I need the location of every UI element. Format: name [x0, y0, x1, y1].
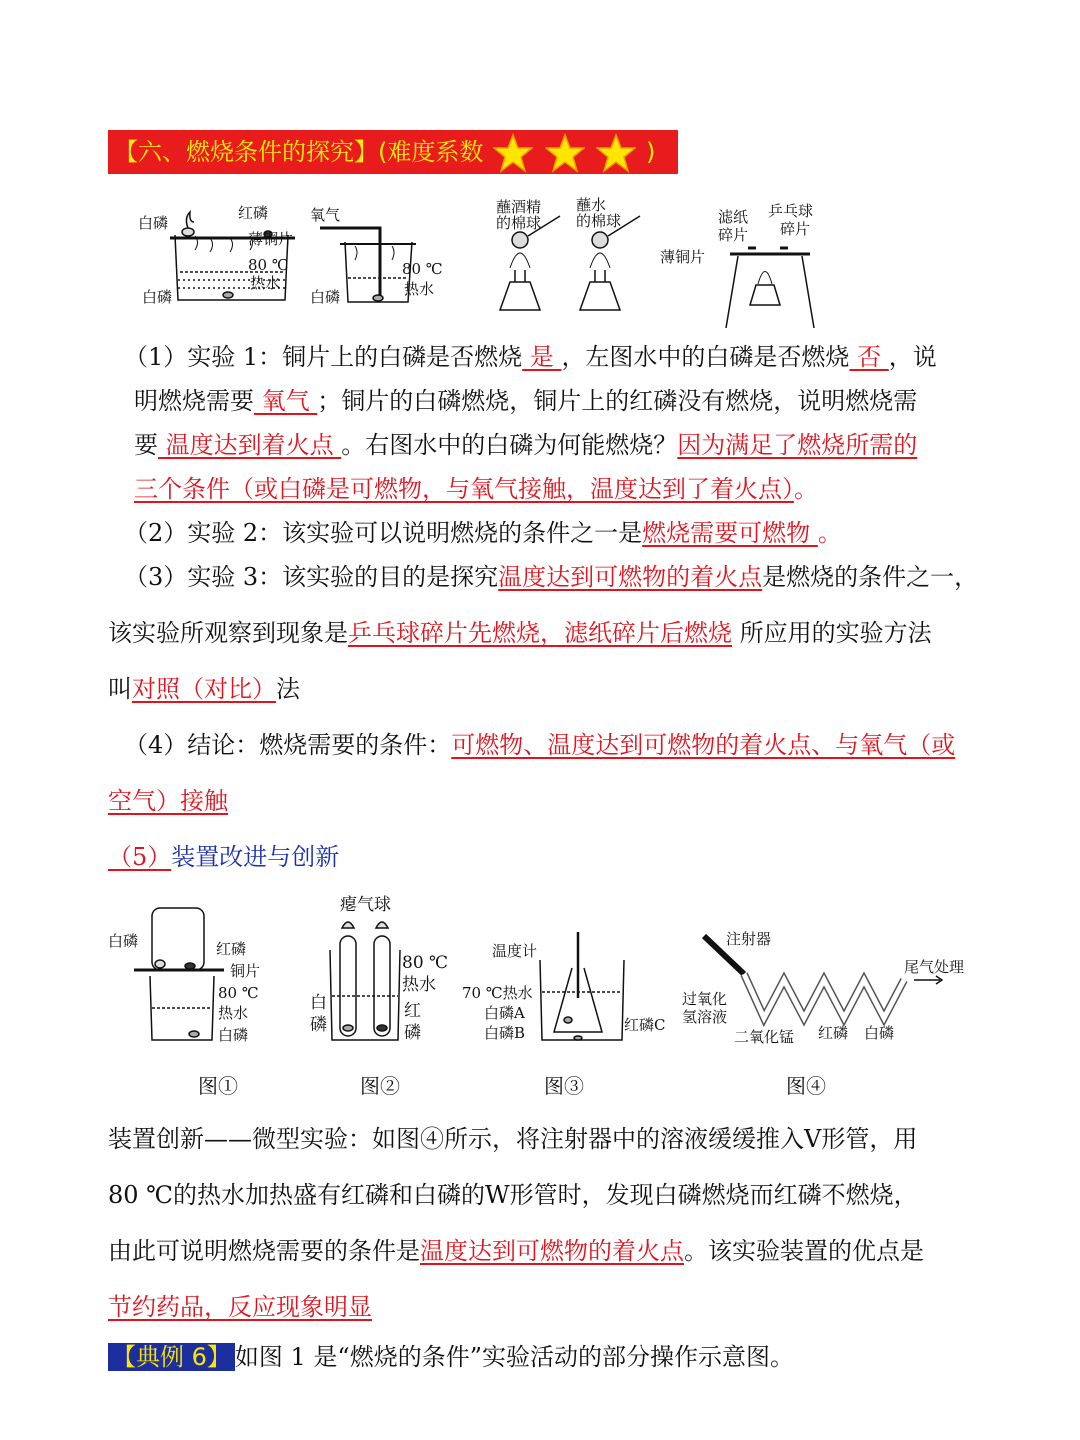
caption-fig2: 图②	[360, 1074, 400, 1098]
q1-line3: 要 温度达到着火点 。右图水中的白磷为何能燃烧？因为满足了燃烧所需的	[134, 431, 918, 459]
label: 的棉球	[496, 214, 542, 232]
q4-line2	[108, 786, 228, 816]
label: 磷	[404, 1023, 421, 1043]
q5-title: 装置改进与创新	[171, 843, 340, 871]
innovation-line3: 由此可说明燃烧需要的条件是温度达到可燃物的着火点。该实验装置的优点是	[108, 1237, 924, 1265]
label: 温度计	[492, 942, 538, 960]
label: 热水	[250, 274, 281, 292]
label: 白磷	[310, 288, 341, 306]
star-icon	[493, 133, 533, 173]
answer: 否	[849, 343, 889, 371]
label: 白磷	[864, 1024, 895, 1042]
label: 二氧化锰	[734, 1028, 795, 1046]
label: 白	[310, 993, 327, 1013]
q1-line1: （1）实验 1：铜片上的白磷是否燃烧 是 ，左图水中的白磷是否燃烧 否 ，说	[124, 343, 937, 371]
star-icon	[596, 133, 636, 173]
answer: 氧气	[254, 387, 318, 415]
label: 尾气处理	[904, 958, 965, 976]
label: 滤纸	[718, 208, 749, 226]
innovation-line2: 80 ℃的热水加热盛有红磷和白磷的W形管时，发现白磷燃烧而红磷不燃烧，	[108, 1181, 918, 1209]
label: 薄铜片	[248, 230, 294, 248]
q1-line4: 三个条件（或白磷是可燃物，与氧气接触，温度达到了着火点）。	[134, 475, 818, 503]
label: 80 ℃	[402, 260, 443, 278]
example-line	[108, 1342, 794, 1372]
answer: 燃烧需要可燃物	[642, 519, 818, 547]
label: 白磷B	[484, 1024, 526, 1042]
answer: 温度达到可燃物的着火点	[498, 563, 763, 591]
answer: 因为满足了燃烧所需的	[677, 431, 918, 459]
answer: 是	[522, 343, 562, 371]
label: 蘸水	[576, 196, 607, 214]
answer: 对照（对比）	[132, 675, 276, 703]
label: 白磷	[218, 1026, 249, 1044]
label: 注射器	[726, 930, 772, 948]
experiment-figure-top	[120, 190, 830, 330]
label: 红磷C	[624, 1016, 666, 1034]
star-icon	[545, 133, 585, 173]
label: 薄铜片	[660, 248, 706, 266]
answer: 空气）接触	[108, 787, 228, 815]
label: 热水	[218, 1004, 249, 1022]
q2-line: （2）实验 2：该实验可以说明燃烧的条件之一是燃烧需要可燃物 。	[124, 519, 842, 547]
answer: 乒乓球碎片先燃烧，滤纸碎片后燃烧	[348, 619, 732, 647]
q3-line2: 该实验所观察到现象是乒乓球碎片先燃烧，滤纸碎片后燃烧 所应用的实验方法	[108, 619, 932, 647]
experiment-figure-bottom	[104, 888, 984, 1048]
label: 氧气	[310, 206, 341, 224]
caption-fig3: 图③	[544, 1074, 584, 1098]
q5-number: （5）	[108, 843, 172, 871]
label: 红磷	[238, 204, 269, 222]
section-banner	[108, 130, 678, 174]
label: 热水	[404, 280, 435, 298]
caption-fig1: 图①	[198, 1074, 238, 1098]
banner-close: )	[645, 138, 656, 166]
caption-fig4: 图④	[786, 1074, 826, 1098]
label: 红磷	[818, 1024, 849, 1042]
label: 80 ℃	[218, 984, 259, 1002]
label: 过氧化	[682, 990, 728, 1008]
label: 碎片	[718, 226, 749, 244]
innovation-line1: 装置创新——微型实验：如图④所示，将注射器中的溶液缓缓推入V形管，用	[108, 1125, 918, 1153]
label: 的棉球	[576, 212, 622, 230]
example-text: 如图 1 是“燃烧的条件”实验活动的部分操作示意图。	[234, 1343, 794, 1371]
answer: 可燃物、温度达到可燃物的着火点、与氧气（或	[451, 731, 956, 759]
label: 红磷	[216, 940, 247, 958]
label: 氢溶液	[682, 1008, 728, 1026]
answer: 温度达到着火点	[158, 431, 342, 459]
example-tag: 【典例 6】	[108, 1343, 235, 1371]
q4-line1: （4）结论：燃烧需要的条件：可燃物、温度达到可燃物的着火点、与氧气（或	[124, 731, 956, 759]
label: 80 ℃	[248, 256, 289, 274]
answer: 三个条件（或白磷是可燃物，与氧气接触，温度达到了着火点）	[134, 475, 794, 503]
innovation-line4	[108, 1292, 372, 1322]
q3-line1: （3）实验 3：该实验的目的是探究温度达到可燃物的着火点是燃烧的条件之一，	[124, 563, 979, 591]
label: 热水	[402, 975, 436, 995]
answer: 节约药品，反应现象明显	[108, 1293, 372, 1321]
q5-heading	[108, 842, 339, 872]
label: 铜片	[230, 962, 261, 980]
label: 乒乓球	[768, 202, 814, 220]
label: 红	[404, 1001, 421, 1021]
label: 瘪气球	[340, 895, 391, 915]
label: 白磷	[108, 932, 139, 950]
label: 80 ℃	[402, 953, 449, 973]
label: 70 ℃热水	[462, 984, 533, 1002]
q3-line3: 叫对照（对比）法	[108, 675, 300, 703]
label: 碎片	[780, 220, 811, 238]
label: 磷	[310, 1015, 327, 1035]
label: 白磷	[138, 214, 169, 232]
q1-line2: 明燃烧需要 氧气 ；铜片的白磷燃烧，铜片上的红磷没有燃烧，说明燃烧需	[134, 387, 918, 415]
label: 白磷	[142, 288, 173, 306]
label: 蘸酒精	[496, 198, 542, 216]
answer: 温度达到可燃物的着火点	[420, 1237, 684, 1265]
banner-title: 【六、燃烧条件的探究】(难度系数	[114, 138, 484, 166]
label: 白磷A	[484, 1004, 525, 1022]
